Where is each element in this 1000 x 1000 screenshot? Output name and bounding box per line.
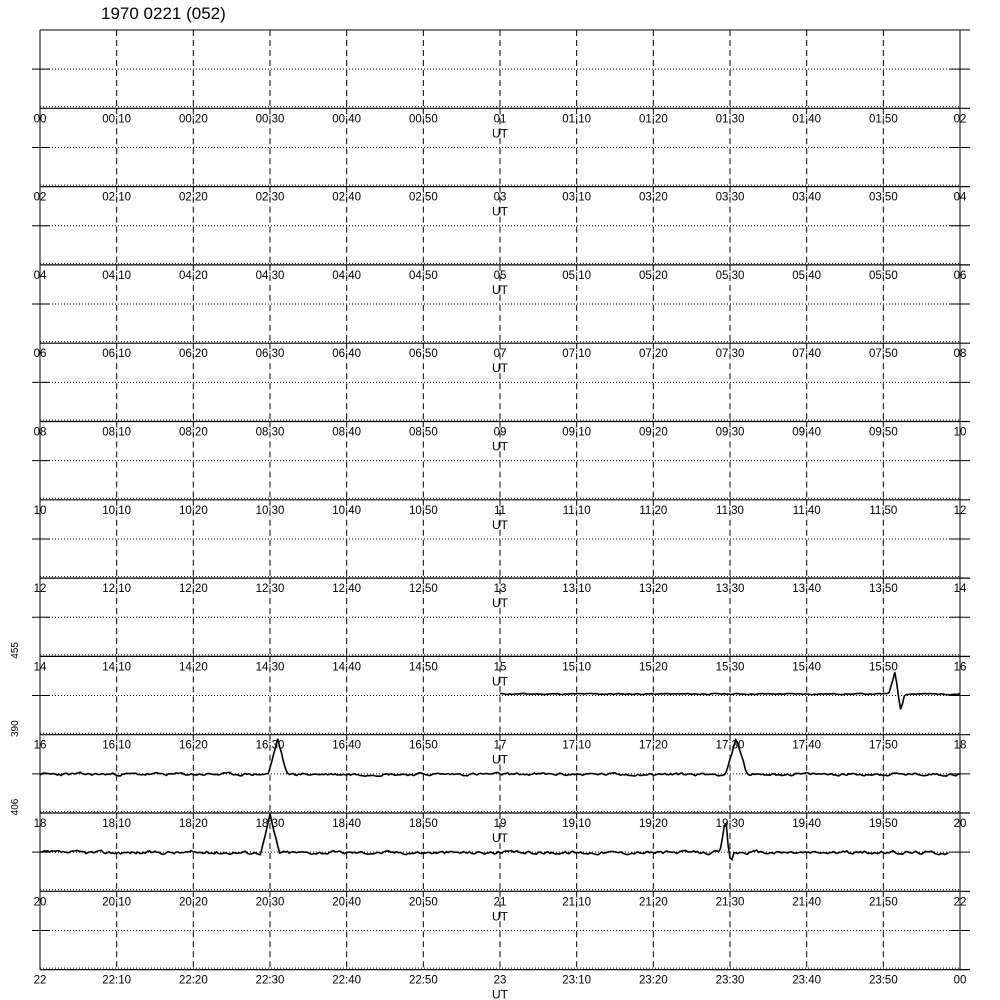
tick-label: 02:50	[408, 191, 438, 204]
x-axis-unit-label: UT	[492, 596, 508, 611]
tick-label: 07:50	[868, 348, 898, 361]
tick-label: 14	[33, 661, 47, 674]
tick-label: 22:50	[408, 974, 438, 987]
tick-label: 04:40	[332, 269, 362, 282]
tick-label: 15:50	[868, 661, 898, 674]
tick-label: 18:30	[255, 818, 285, 830]
tick-label: 05:40	[792, 269, 822, 282]
tick-label: 16:50	[408, 739, 438, 752]
tick-label: 04:50	[408, 269, 438, 282]
tick-label: 13:30	[715, 583, 745, 596]
tick-label: 02:10	[102, 191, 132, 204]
chart-title: 1970 0221 (052)	[101, 4, 226, 23]
tick-label: 17:10	[562, 739, 592, 752]
tick-label: 09	[493, 426, 507, 439]
x-axis-unit-label: UT	[492, 361, 508, 376]
tick-label: 17:40	[792, 739, 822, 752]
tick-label: 06:50	[408, 348, 438, 361]
tick-label: 11	[494, 504, 506, 517]
tick-label: 19:50	[868, 818, 898, 830]
tick-label: 11:10	[562, 504, 591, 517]
tick-label: 04	[33, 269, 47, 282]
tick-label: 00	[33, 113, 47, 126]
tick-label: 03:50	[868, 191, 898, 204]
tick-label: 23:40	[792, 974, 822, 987]
tick-label: 02:20	[178, 191, 208, 204]
tick-label: 16	[953, 661, 967, 674]
tick-label: 19:20	[638, 818, 668, 830]
tick-label: 21:20	[638, 896, 668, 909]
x-axis-unit-label: UT	[492, 987, 508, 1000]
tick-label: 20	[953, 818, 967, 830]
tick-label: 21:50	[868, 896, 898, 909]
tick-label: 22:30	[255, 974, 285, 987]
tick-label: 04:20	[178, 269, 208, 282]
tick-label: 14:30	[255, 661, 285, 674]
tick-label: 10:20	[178, 504, 208, 517]
tick-label: 19:10	[562, 818, 592, 830]
tick-label: 00:10	[102, 113, 132, 126]
tick-label: 16:40	[332, 739, 362, 752]
tick-label: 01:30	[715, 113, 745, 126]
tick-label: 23	[493, 974, 507, 987]
tick-label: 10:10	[102, 504, 132, 517]
tick-label: 04:30	[255, 269, 285, 282]
tick-label: 12	[33, 583, 47, 596]
tick-label: 05:10	[562, 269, 592, 282]
tick-label: 02:40	[332, 191, 362, 204]
tick-label: 23:20	[638, 974, 668, 987]
tick-label: 01:50	[868, 113, 898, 126]
tick-label: 02	[33, 191, 47, 204]
tick-label: 08:50	[408, 426, 438, 439]
tick-label: 01:20	[638, 113, 668, 126]
tick-label: 10	[33, 504, 47, 517]
tick-label: 04	[953, 191, 967, 204]
tick-label: 23:10	[562, 974, 592, 987]
tick-label: 04:10	[102, 269, 132, 282]
tick-label: 07:30	[715, 348, 745, 361]
tick-label: 18:40	[332, 818, 362, 830]
panel-side-label: 455	[10, 642, 21, 659]
tick-label: 07	[493, 348, 507, 361]
tick-label: 03:10	[562, 191, 592, 204]
tick-label: 20:30	[255, 896, 285, 909]
tick-label: 06:10	[102, 348, 132, 361]
tick-label: 18:10	[102, 818, 132, 830]
tick-label: 18	[953, 739, 967, 752]
tick-label: 14:20	[178, 661, 208, 674]
tick-label: 20:10	[102, 896, 132, 909]
tick-label: 22:40	[332, 974, 362, 987]
tick-label: 20	[33, 896, 47, 909]
tick-label: 12:20	[178, 583, 208, 596]
x-axis-unit-label: UT	[492, 126, 508, 141]
tick-label: 01:40	[792, 113, 822, 126]
tick-label: 12:50	[408, 583, 438, 596]
tick-label: 18:50	[408, 818, 438, 830]
tick-label: 17	[493, 739, 507, 752]
tick-label: 08:30	[255, 426, 285, 439]
panel-side-label: 406	[10, 798, 21, 816]
tick-label: 16:30	[255, 739, 285, 752]
tick-label: 10:30	[255, 504, 285, 517]
x-axis-unit-label: UT	[492, 752, 508, 767]
tick-label: 08:20	[178, 426, 208, 439]
tick-label: 09:30	[715, 426, 745, 439]
tick-label: 03:30	[715, 191, 745, 204]
tick-label: 01:10	[562, 113, 592, 126]
tick-label: 05:20	[638, 269, 668, 282]
tick-label: 00:20	[178, 113, 208, 126]
tick-label: 14	[953, 583, 967, 596]
tick-label: 13:40	[792, 583, 822, 596]
tick-label: 09:40	[792, 426, 822, 439]
panel-side-label: 390	[10, 720, 21, 738]
tick-label: 13:10	[562, 583, 592, 596]
tick-label: 23:50	[868, 974, 898, 987]
tick-label: 17:30	[715, 739, 745, 752]
tick-label: 08	[953, 348, 967, 361]
tick-label: 18	[33, 818, 47, 830]
tick-label: 20:40	[332, 896, 362, 909]
tick-label: 03:40	[792, 191, 822, 204]
tick-label: 12:10	[102, 583, 132, 596]
tick-label: 00:50	[408, 113, 438, 126]
tick-label: 18:20	[178, 818, 208, 830]
tick-label: 07:20	[638, 348, 668, 361]
tick-label: 14:10	[102, 661, 132, 674]
tick-label: 15	[493, 661, 507, 674]
tick-label: 23:30	[715, 974, 745, 987]
tick-label: 06:40	[332, 348, 362, 361]
tick-label: 08:40	[332, 426, 362, 439]
x-axis-unit-label: UT	[492, 674, 508, 689]
tick-label: 10	[953, 426, 967, 439]
tick-label: 15:10	[562, 661, 592, 674]
tick-label: 05:50	[868, 269, 898, 282]
tick-label: 14:50	[408, 661, 438, 674]
tick-label: 12	[953, 504, 967, 517]
tick-label: 13:20	[638, 583, 668, 596]
tick-label: 07:40	[792, 348, 822, 361]
tick-label: 10:40	[332, 504, 362, 517]
tick-label: 00:40	[332, 113, 362, 126]
tick-label: 12:30	[255, 583, 285, 596]
tick-label: 16:10	[102, 739, 132, 752]
tick-label: 20:50	[408, 896, 438, 909]
tick-label: 21:30	[715, 896, 745, 909]
tick-label: 02:30	[255, 191, 285, 204]
tick-label: 08:10	[102, 426, 132, 439]
tick-label: 15:40	[792, 661, 822, 674]
tick-label: 09:10	[562, 426, 592, 439]
tick-label: 13	[493, 583, 507, 596]
tick-label: 06	[33, 348, 47, 361]
tick-label: 17:20	[638, 739, 668, 752]
tick-label: 14:40	[332, 661, 362, 674]
tick-label: 06:30	[255, 348, 285, 361]
x-axis-unit-label: UT	[492, 831, 508, 845]
tick-label: 03:20	[638, 191, 668, 204]
x-axis-unit-label: UT	[492, 517, 508, 532]
x-axis-unit-label: UT	[492, 282, 508, 297]
tick-label: 15:20	[638, 661, 668, 674]
tick-label: 10:50	[408, 504, 438, 517]
tick-label: 11:40	[792, 504, 821, 517]
x-axis-unit-label: UT	[492, 909, 508, 924]
tick-label: 09:50	[868, 426, 898, 439]
tick-label: 21	[493, 896, 507, 909]
tick-label: 06:20	[178, 348, 208, 361]
tick-label: 13:50	[868, 583, 898, 596]
tick-label: 22	[33, 974, 47, 987]
x-axis-unit-label: UT	[492, 439, 508, 454]
tick-label: 09:20	[638, 426, 668, 439]
tick-label: 00:30	[255, 113, 285, 126]
tick-label: 05:30	[715, 269, 745, 282]
tick-label: 00	[953, 974, 967, 987]
x-axis-unit-label: UT	[492, 204, 508, 219]
tick-label: 07:10	[562, 348, 592, 361]
tick-label: 08	[33, 426, 47, 439]
tick-label: 19	[493, 818, 507, 830]
tick-label: 03	[493, 191, 507, 204]
tick-label: 21:40	[792, 896, 822, 909]
tick-label: 15:30	[715, 661, 745, 674]
tick-label: 11:30	[716, 504, 744, 517]
tick-label: 16:20	[178, 739, 208, 752]
tick-label: 19:40	[792, 818, 822, 830]
tick-label: 11:50	[869, 504, 898, 517]
tick-label: 21:10	[562, 896, 592, 909]
tick-label: 06	[953, 269, 967, 282]
tick-label: 11:20	[639, 504, 668, 517]
tick-label: 22:20	[178, 974, 208, 987]
tick-label: 19:30	[715, 818, 745, 830]
tick-label: 01	[493, 113, 507, 126]
tick-label: 22	[953, 896, 967, 909]
tick-label: 17:50	[868, 739, 898, 752]
tick-label: 02	[953, 113, 967, 126]
tick-label: 16	[33, 739, 47, 752]
tick-label: 22:10	[102, 974, 132, 987]
tick-label: 12:40	[332, 583, 362, 596]
tick-label: 20:20	[178, 896, 208, 909]
tick-label: 05	[493, 269, 507, 282]
